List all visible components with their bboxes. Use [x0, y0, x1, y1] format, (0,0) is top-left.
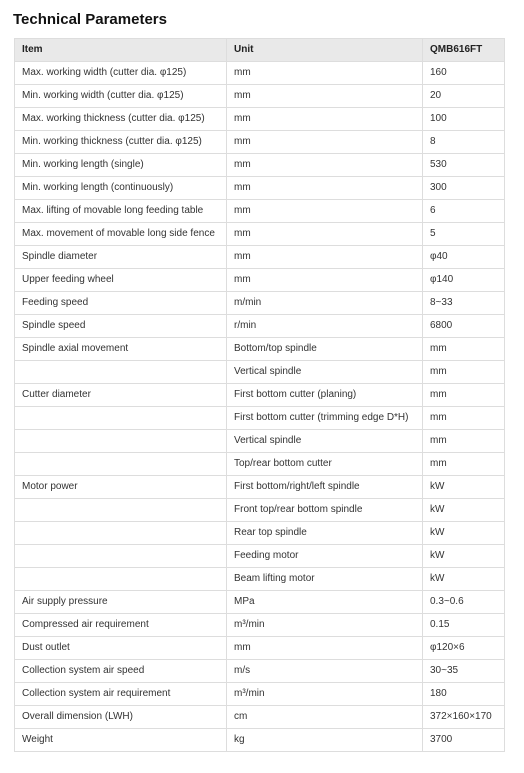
table-row — [15, 660, 505, 683]
table-row — [15, 292, 505, 315]
column-header-unit: Unit — [227, 39, 423, 62]
technical-parameters-table — [14, 38, 505, 752]
cell-unit: Bottom/top spindle — [227, 338, 423, 361]
table-row — [15, 683, 505, 706]
column-header-model: QMB616FT — [423, 39, 505, 62]
cell-value: φ40 — [423, 246, 505, 269]
cell-unit: Top/rear bottom cutter — [227, 453, 423, 476]
cell-unit: Vertical spindle — [227, 361, 423, 384]
cell-value: kW — [423, 568, 505, 591]
cell-item: Min. working width (cutter dia. φ125) — [15, 85, 227, 108]
table-row — [15, 637, 505, 660]
cell-value: kW — [423, 545, 505, 568]
cell-item: Max. working width (cutter dia. φ125) — [15, 62, 227, 85]
cell-value: 20 — [423, 85, 505, 108]
column-header-item: Item — [15, 39, 227, 62]
cell-item: Motor power — [15, 476, 227, 499]
cell-unit: m³/min — [227, 614, 423, 637]
table-row — [15, 476, 505, 499]
cell-value: kW — [423, 522, 505, 545]
cell-unit: mm — [227, 269, 423, 292]
cell-unit: Feeding motor — [227, 545, 423, 568]
cell-item: Upper feeding wheel — [15, 269, 227, 292]
cell-unit: mm — [227, 223, 423, 246]
cell-unit: m/min — [227, 292, 423, 315]
cell-unit: cm — [227, 706, 423, 729]
cell-item: Collection system air speed — [15, 660, 227, 683]
cell-unit: First bottom cutter (planing) — [227, 384, 423, 407]
cell-item — [15, 522, 227, 545]
cell-value: mm — [423, 361, 505, 384]
cell-item: Spindle diameter — [15, 246, 227, 269]
page-title: Technical Parameters — [13, 11, 167, 28]
cell-value: 300 — [423, 177, 505, 200]
table-row — [15, 384, 505, 407]
cell-item — [15, 430, 227, 453]
table-row — [15, 453, 505, 476]
cell-unit: mm — [227, 177, 423, 200]
table-row — [15, 706, 505, 729]
cell-value: 5 — [423, 223, 505, 246]
cell-item: Max. working thickness (cutter dia. φ125) — [15, 108, 227, 131]
cell-item: Max. movement of movable long side fence — [15, 223, 227, 246]
cell-item — [15, 568, 227, 591]
table-row — [15, 591, 505, 614]
cell-unit: kg — [227, 729, 423, 752]
cell-item: Dust outlet — [15, 637, 227, 660]
cell-item: Compressed air requirement — [15, 614, 227, 637]
cell-item — [15, 361, 227, 384]
cell-unit: Vertical spindle — [227, 430, 423, 453]
table-header-row — [15, 39, 505, 62]
table-row — [15, 729, 505, 752]
cell-unit: First bottom/right/left spindle — [227, 476, 423, 499]
cell-value: mm — [423, 407, 505, 430]
table-row — [15, 568, 505, 591]
cell-item: Weight — [15, 729, 227, 752]
cell-item: Cutter diameter — [15, 384, 227, 407]
cell-value: kW — [423, 476, 505, 499]
cell-value: 6800 — [423, 315, 505, 338]
cell-unit: mm — [227, 108, 423, 131]
cell-unit: mm — [227, 131, 423, 154]
table-row — [15, 338, 505, 361]
table-row — [15, 545, 505, 568]
cell-value: 6 — [423, 200, 505, 223]
cell-unit: m/s — [227, 660, 423, 683]
table-row — [15, 62, 505, 85]
cell-unit: Front top/rear bottom spindle — [227, 499, 423, 522]
cell-value: 100 — [423, 108, 505, 131]
cell-unit: mm — [227, 154, 423, 177]
cell-item — [15, 453, 227, 476]
cell-item: Collection system air requirement — [15, 683, 227, 706]
cell-value: 8~33 — [423, 292, 505, 315]
table-row — [15, 522, 505, 545]
cell-item: Feeding speed — [15, 292, 227, 315]
cell-value: 372×160×170 — [423, 706, 505, 729]
cell-value: φ140 — [423, 269, 505, 292]
cell-value: 3700 — [423, 729, 505, 752]
cell-value: 160 — [423, 62, 505, 85]
cell-unit: mm — [227, 85, 423, 108]
cell-unit: Rear top spindle — [227, 522, 423, 545]
table-row — [15, 430, 505, 453]
cell-unit: mm — [227, 637, 423, 660]
cell-value: 8 — [423, 131, 505, 154]
cell-item — [15, 407, 227, 430]
table-row — [15, 108, 505, 131]
cell-item — [15, 499, 227, 522]
cell-item — [15, 545, 227, 568]
table-row — [15, 269, 505, 292]
cell-item: Min. working length (continuously) — [15, 177, 227, 200]
cell-value: 30~35 — [423, 660, 505, 683]
cell-value: kW — [423, 499, 505, 522]
table-row — [15, 315, 505, 338]
table-row — [15, 200, 505, 223]
cell-item: Spindle axial movement — [15, 338, 227, 361]
cell-unit: mm — [227, 246, 423, 269]
cell-item: Min. working thickness (cutter dia. φ125) — [15, 131, 227, 154]
cell-value: 180 — [423, 683, 505, 706]
cell-value: 0.3~0.6 — [423, 591, 505, 614]
table-row — [15, 131, 505, 154]
table-body — [15, 62, 505, 752]
table-row — [15, 614, 505, 637]
cell-unit: First bottom cutter (trimming edge D*H) — [227, 407, 423, 430]
cell-value: 0.15 — [423, 614, 505, 637]
cell-unit: mm — [227, 62, 423, 85]
table-row — [15, 499, 505, 522]
cell-value: mm — [423, 453, 505, 476]
cell-value: 530 — [423, 154, 505, 177]
cell-value: φ120×6 — [423, 637, 505, 660]
cell-value: mm — [423, 338, 505, 361]
cell-item: Max. lifting of movable long feeding table — [15, 200, 227, 223]
cell-unit: r/min — [227, 315, 423, 338]
cell-unit: m³/min — [227, 683, 423, 706]
table-row — [15, 361, 505, 384]
cell-value: mm — [423, 384, 505, 407]
cell-item: Spindle speed — [15, 315, 227, 338]
table-row — [15, 246, 505, 269]
cell-item: Min. working length (single) — [15, 154, 227, 177]
cell-item: Air supply pressure — [15, 591, 227, 614]
cell-unit: MPa — [227, 591, 423, 614]
cell-unit: Beam lifting motor — [227, 568, 423, 591]
table-row — [15, 154, 505, 177]
table-row — [15, 177, 505, 200]
table-row — [15, 223, 505, 246]
cell-unit: mm — [227, 200, 423, 223]
cell-value: mm — [423, 430, 505, 453]
table-row — [15, 85, 505, 108]
cell-item: Overall dimension (LWH) — [15, 706, 227, 729]
table-row — [15, 407, 505, 430]
